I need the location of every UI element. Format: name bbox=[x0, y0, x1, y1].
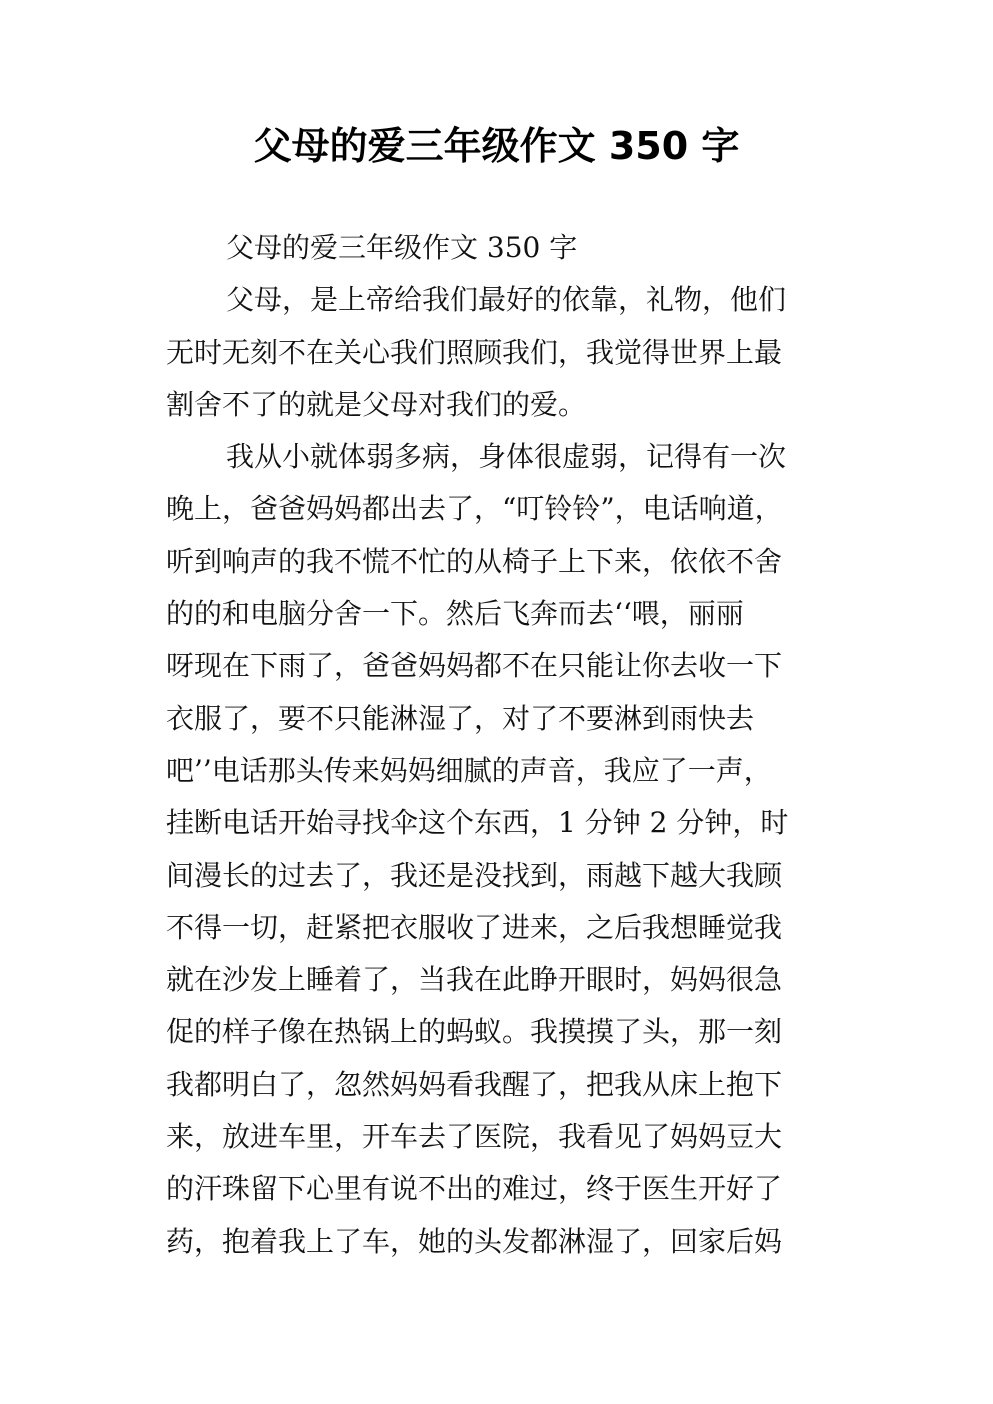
body-line: 不得一切，赶紧把衣服收了进来，之后我想睡觉我 bbox=[166, 910, 783, 944]
body-line: 我都明白了，忽然妈妈看我醒了，把我从床上抱下 bbox=[166, 1067, 783, 1101]
body-line: 来，放进车里，开车去了医院，我看见了妈妈豆大 bbox=[166, 1120, 783, 1154]
body-line: 间漫长的过去了，我还是没找到，雨越下越大我顾 bbox=[166, 858, 783, 892]
body-line: 割舍不了的就是父母对我们的爱。 bbox=[166, 387, 587, 421]
body-line: 吧’’电话那头传来妈妈细腻的声音，我应了一声， bbox=[166, 753, 772, 787]
body-line: 衣服了，要不只能淋湿了，对了不要淋到雨快去 bbox=[166, 701, 755, 735]
body-line: 无时无刻不在关心我们照顾我们，我觉得世界上最 bbox=[166, 335, 783, 369]
body-line: 就在沙发上睡着了，当我在此睁开眼时，妈妈很急 bbox=[166, 963, 783, 997]
body-line: 的汗珠留下心里有说不出的难过，终于医生开好了 bbox=[166, 1172, 783, 1206]
document-title: 父母的爱三年级作文 350 字 bbox=[253, 124, 740, 168]
body-line: 我从小就体弱多病，身体很虚弱，记得有一次 bbox=[226, 440, 787, 474]
body-line: 听到响声的我不慌不忙的从椅子上下来，依依不舍 bbox=[166, 544, 783, 578]
body-line: 药，抱着我上了车，她的头发都淋湿了，回家后妈 bbox=[166, 1224, 783, 1258]
body-line: 父母的爱三年级作文 350 字 bbox=[226, 231, 578, 264]
body-line: 的的和电脑分舍一下。然后飞奔而去‘‘喂，丽丽 bbox=[166, 597, 744, 631]
body-line: 父母，是上帝给我们最好的依靠，礼物，他们 bbox=[226, 283, 787, 317]
document-body bbox=[166, 222, 836, 1268]
body-line: 晚上，爸爸妈妈都出去了，“叮铃铃”，电话响道， bbox=[166, 492, 783, 526]
body-line: 呀现在下雨了，爸爸妈妈都不在只能让你去收一下 bbox=[166, 649, 783, 683]
body-line: 促的样子像在热锅上的蚂蚁。我摸摸了头，那一刻 bbox=[166, 1015, 783, 1049]
body-line: 挂断电话开始寻找伞这个东西，1 分钟 2 分钟，时 bbox=[166, 806, 789, 840]
